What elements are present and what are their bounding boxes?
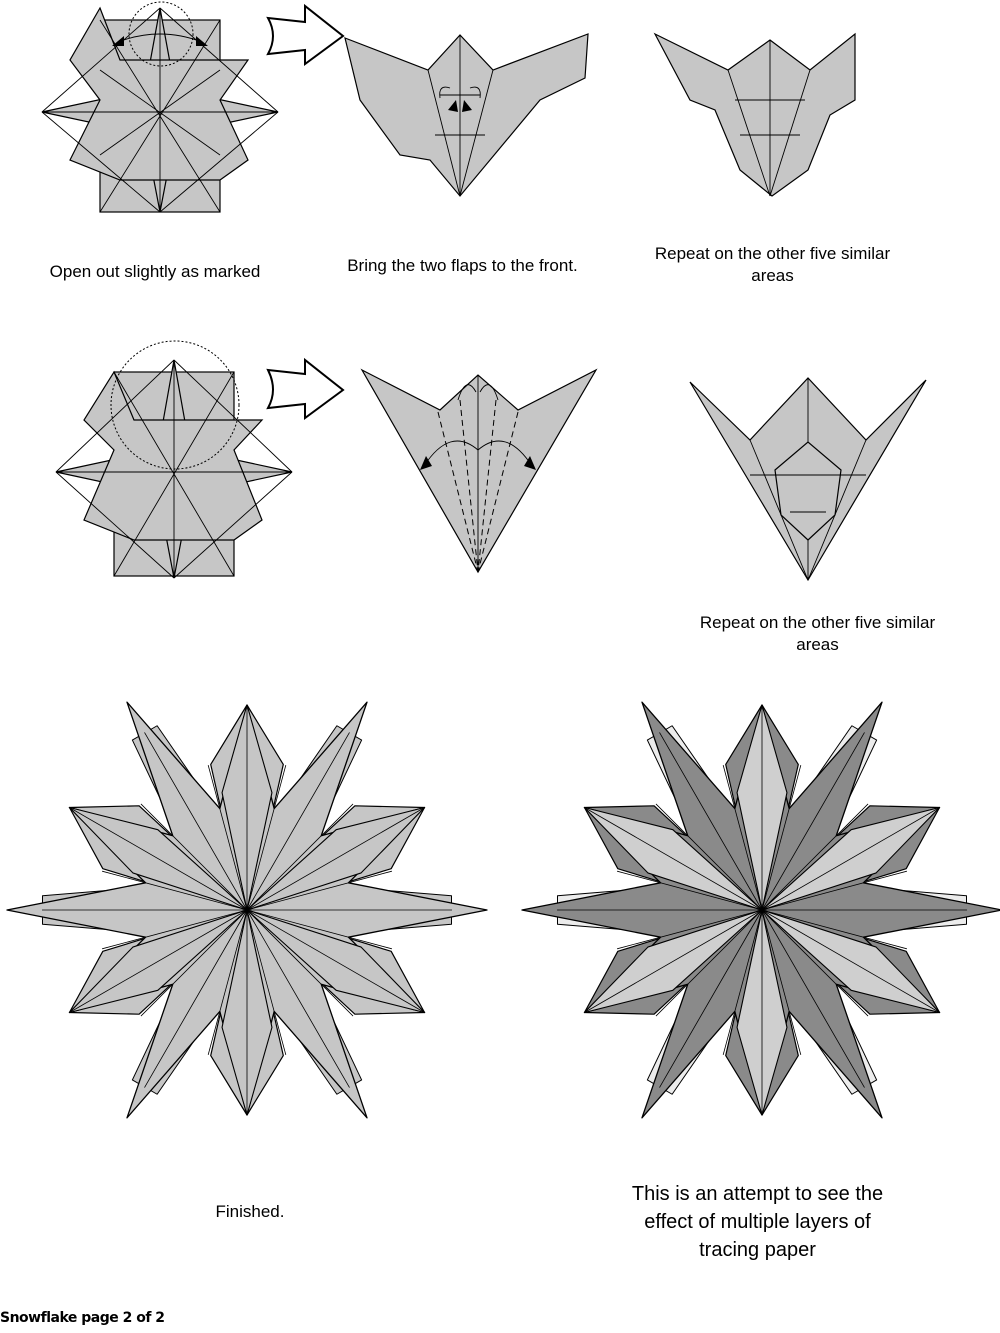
- next-step-arrow: [268, 6, 343, 64]
- step3-caption: Repeat on the other five similar areas: [654, 244, 891, 285]
- step4-star-figure: [56, 341, 292, 578]
- tracing-paper-caption: This is an attempt to see the effect of multiple layers of tracing paper: [631, 1183, 884, 1261]
- step6-caption: Repeat on the other five similar areas: [699, 613, 936, 654]
- layered-snowflake-figure: [522, 702, 1000, 1118]
- finished-snowflake-figure: [7, 702, 487, 1118]
- finished-caption: Finished.: [215, 1202, 285, 1221]
- step2-flap-figure: [345, 34, 588, 196]
- step1-star-figure: [42, 2, 278, 212]
- step3-flap-figure: [655, 34, 855, 196]
- step1-caption: Open out slightly as marked: [49, 262, 261, 281]
- step6-result-figure: [690, 378, 926, 580]
- next-step-arrow: [268, 360, 343, 418]
- step2-caption: Bring the two flaps to the front.: [347, 256, 578, 275]
- page-footer: Snowflake page 2 of 2: [0, 1310, 165, 1326]
- step5-fold-figure: [362, 370, 596, 572]
